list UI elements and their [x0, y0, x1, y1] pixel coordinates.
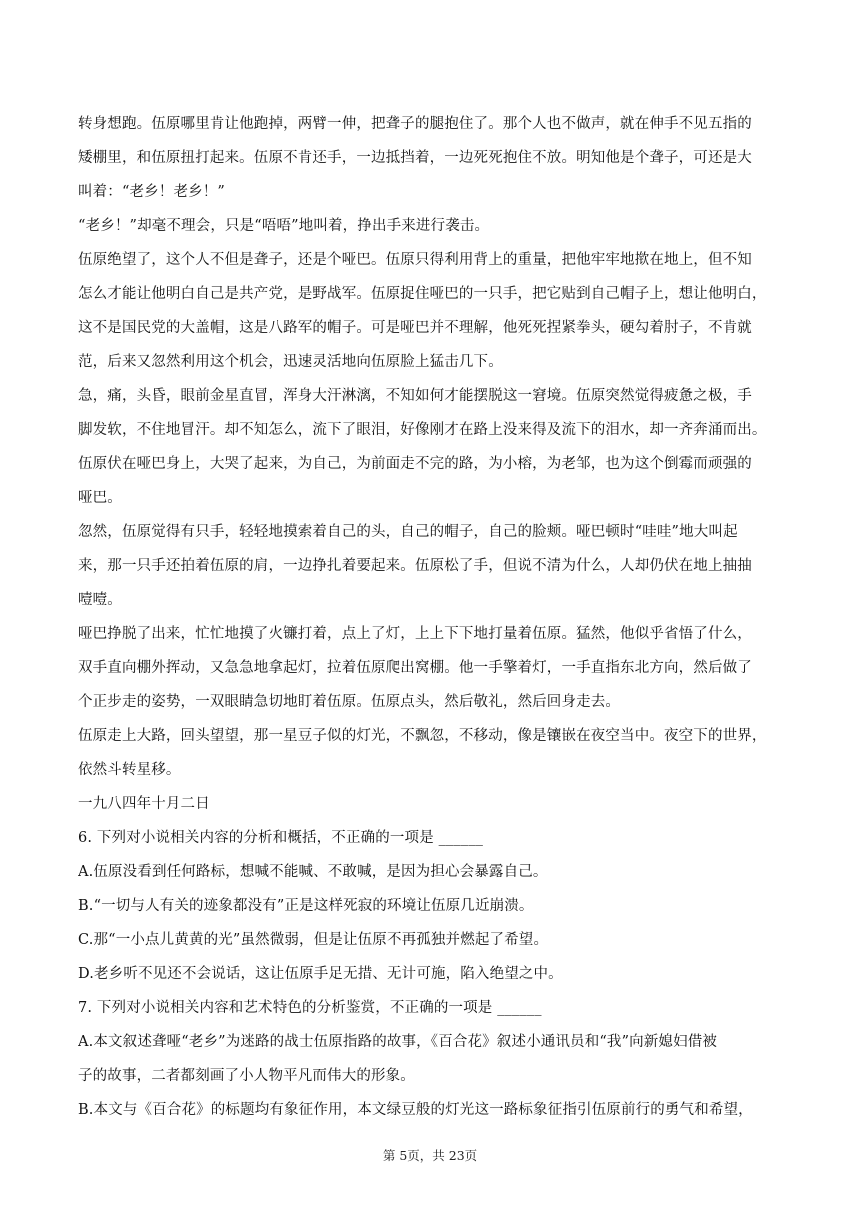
- text-line: 怎么才能让他明白自己是共产党，是野战军。伍原捉住哑巴的一只手，把它贴到自己帽子上，想让他明白，: [78, 286, 767, 302]
- text-line: B.“一切与人有关的迹象都没有”正是这样死寂的环境让伍原几近崩溃。: [78, 898, 534, 914]
- text-line: 范，后来又忽然利用这个机会，迅速灵活地向伍原脸上猛击几下。: [78, 354, 503, 370]
- text-line: 这不是国民党的大盖帽，这是八路军的帽子。可是哑巴并不理解，他死死捏紧拳头，硬勾着肘子，不肯就: [78, 320, 752, 336]
- text-line: 双手直向棚外挥动，又急急地拿起灯，拉着伍原爬出窝棚。他一手擎着灯，一手直指东北方向，然后做了: [78, 660, 752, 676]
- text-line: 依然斗转星移。: [78, 762, 181, 778]
- text-line: D.老乡听不见还不会说话，这让伍原手足无措、无计可施，陷入绝望之中。: [78, 966, 563, 982]
- text-line: 脚发软，不住地冒汗。却不知怎么，流下了眼泪，好像刚才在路上没来得及流下的泪水，却一齐奔涌而出。: [78, 422, 767, 438]
- text-line: 个正步走的姿势，一双眼睛急切地盯着伍原。伍原点头，然后敬礼，然后回身走去。: [78, 694, 621, 710]
- text-line: 忽然，伍原觉得有只手，轻轻地摸索着自己的头，自己的帽子，自己的脸颊。哑巴顿时“哇哇”地大叫起: [78, 524, 738, 540]
- text-line: A.伍原没看到任何路标，想喊不能喊、不敢喊，是因为担心会暴露自己。: [78, 864, 548, 880]
- page-footer: 第 5页，共 23页: [382, 1148, 478, 1163]
- text-line: 哑巴挣脱了出来，忙忙地摸了火镰打着，点上了灯，上上下下地打量着伍原。猛然，他似乎省悟了什么，: [78, 626, 752, 642]
- text-line: 一九八四年十月二日: [78, 796, 210, 812]
- text-line: “老乡！”却毫不理会，只是“唔唔”地叫着，挣出手来进行袭击。: [78, 218, 490, 234]
- text-line: 伍原绝望了，这个人不但是聋子，还是个哑巴。伍原只得利用背上的重量，把他牢牢地揿在地上，但不知: [78, 252, 752, 268]
- text-line: 来，那一只手还拍着伍原的肩，一边挣扎着要起来。伍原松了手，但说不清为什么，人却仍伏在地上抽抽: [78, 558, 752, 574]
- text-line: 7. 下列对小说相关内容和艺术特色的分析鉴赏，不正确的一项是 ______: [78, 1000, 542, 1016]
- text-line: A.本文叙述聋哑“老乡”为迷路的战士伍原指路的故事，《百合花》叙述小通讯员和“我”向新媳妇借被: [78, 1034, 718, 1050]
- text-line: B.本文与《百合花》的标题均有象征作用，本文绿豆般的灯光这一路标象征指引伍原前行的勇气和希望，: [78, 1102, 753, 1118]
- text-line: 哑巴。: [78, 490, 122, 506]
- text-line: 转身想跑。伍原哪里肯让他跑掉，两臂一伸，把聋子的腿抱住了。那个人也不做声，就在伸手不见五指的: [78, 116, 752, 132]
- text-line: C.那“一小点儿黄黄的光”虽然微弱，但是让伍原不再孤独并燃起了希望。: [78, 932, 549, 948]
- text-line: 伍原伏在哑巴身上，大哭了起来，为自己，为前面走不完的路，为小榕，为老邹，也为这个倒霉而顽强的: [78, 456, 752, 472]
- text-line: 6. 下列对小说相关内容的分析和概括，不正确的一项是 ______: [78, 830, 484, 846]
- text-line: 子的故事，二者都刻画了小人物平凡而伟大的形象。: [78, 1068, 415, 1084]
- text-line: 叫着：“老乡！老乡！”: [78, 184, 225, 200]
- document-body: [78, 107, 790, 1127]
- text-line: 矮棚里，和伍原扭打起来。伍原不肯还手，一边抵挡着，一边死死抱住不放。明知他是个聋子，可还是大: [78, 150, 752, 166]
- text-line: 伍原走上大路，回头望望，那一星豆子似的灯光，不飘忽，不移动，像是镶嵌在夜空当中。夜空下的世界，: [78, 728, 767, 744]
- text-line: 噎噎。: [78, 592, 122, 608]
- text-line: 急，痛，头昏，眼前金星直冒，浑身大汗淋漓，不知如何才能摆脱这一窘境。伍原突然觉得疲惫之极，手: [78, 388, 752, 404]
